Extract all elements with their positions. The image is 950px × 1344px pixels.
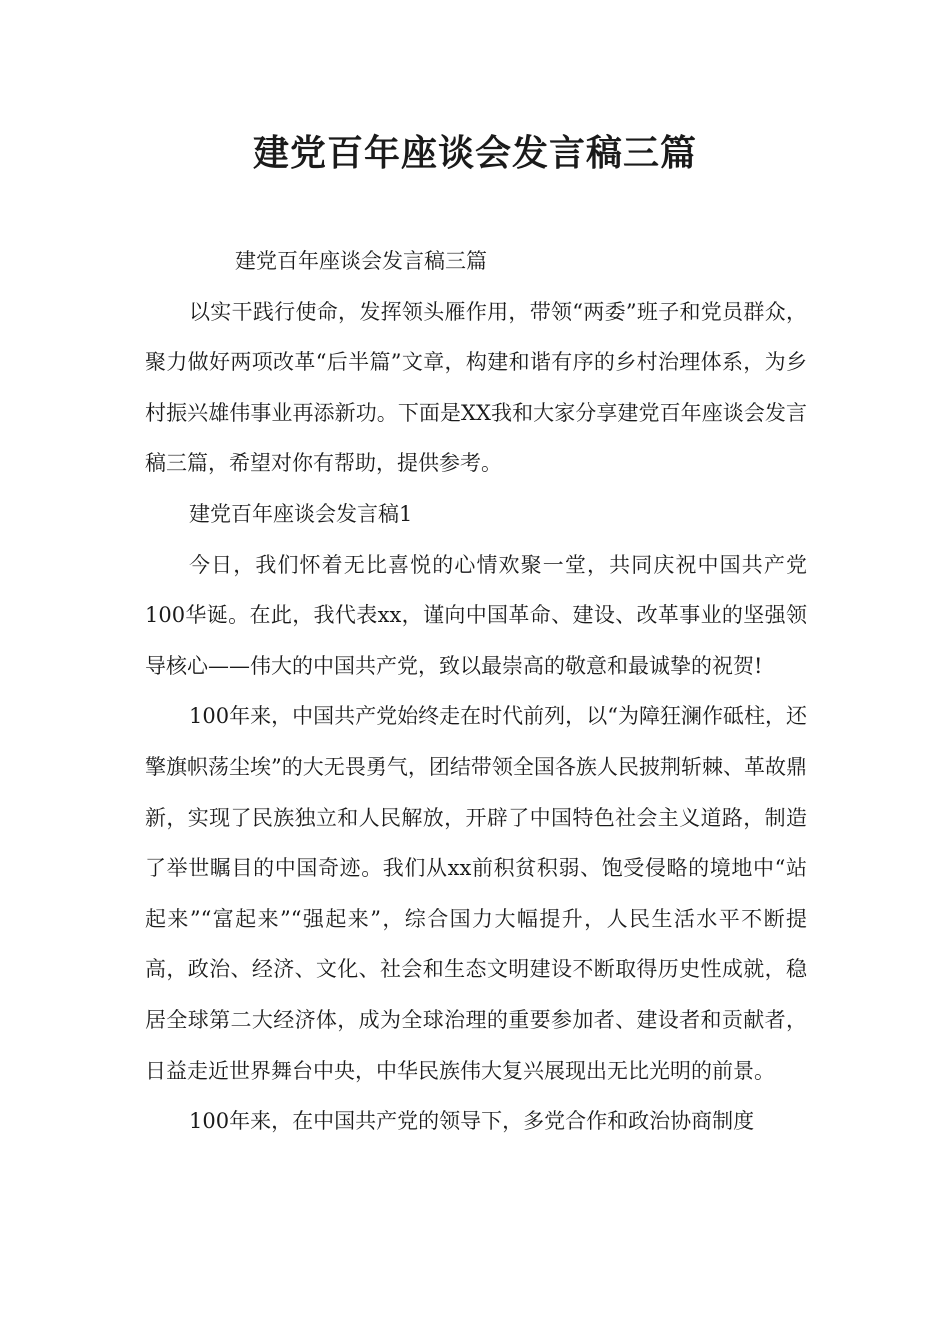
section-heading: 建党百年座谈会发言稿1 <box>189 501 413 526</box>
body-paragraph: 今日，我们怀着无比喜悦的心情欢聚一堂，共同庆祝中国共产党100华诞。在此，我代表xx，谨向中国革命、建设、改革事业的坚强领导核心——伟大的中国共产党，致以最崇高的敬意和最诚挚的祝贺! <box>145 552 807 678</box>
document-subtitle: 建党百年座谈会发言稿三篇 <box>235 249 487 273</box>
body-paragraph: 100年来，中国共产党始终走在时代前列，以“为障狂澜作砥柱，还擎旗帜荡尘埃”的大无畏勇气，团结带领全国各族人民披荆斩棘、革故鼎新，实现了民族独立和人民解放，开辟了中国特色社会主义道路，制造了举世瞩目的中国奇迹。我们从xx前积贫积弱、饱受侵略的境地中“站起来”“富起来”“强起来”，综合国力大幅提升，人民生活水平不断提高，政治、经济、文化、社会和生态文明建设不断取得历史性成就，稳居全球第二大经济体，成为全球治理的重要参加者、建设者和贡献者，日益走近世界舞台中央，中华民族伟大复兴展现出无比光明的前景。 <box>145 704 807 1083</box>
document-title: 建党百年座谈会发言稿三篇 <box>252 132 697 174</box>
intro-paragraph: 以实干践行使命，发挥领头雁作用，带领“两委”班子和党员群众，聚力做好两项改革“后半篇”文章，构建和谐有序的乡村治理体系，为乡村振兴雄伟事业再添新功。下面是XX我和大家分享建党百年座谈会发言稿三篇，希望对你有帮助，提供参考。 <box>145 299 807 476</box>
body-paragraph: 100年来，在中国共产党的领导下，多党合作和政治协商制度 <box>189 1109 755 1134</box>
document-body <box>145 236 807 1147</box>
